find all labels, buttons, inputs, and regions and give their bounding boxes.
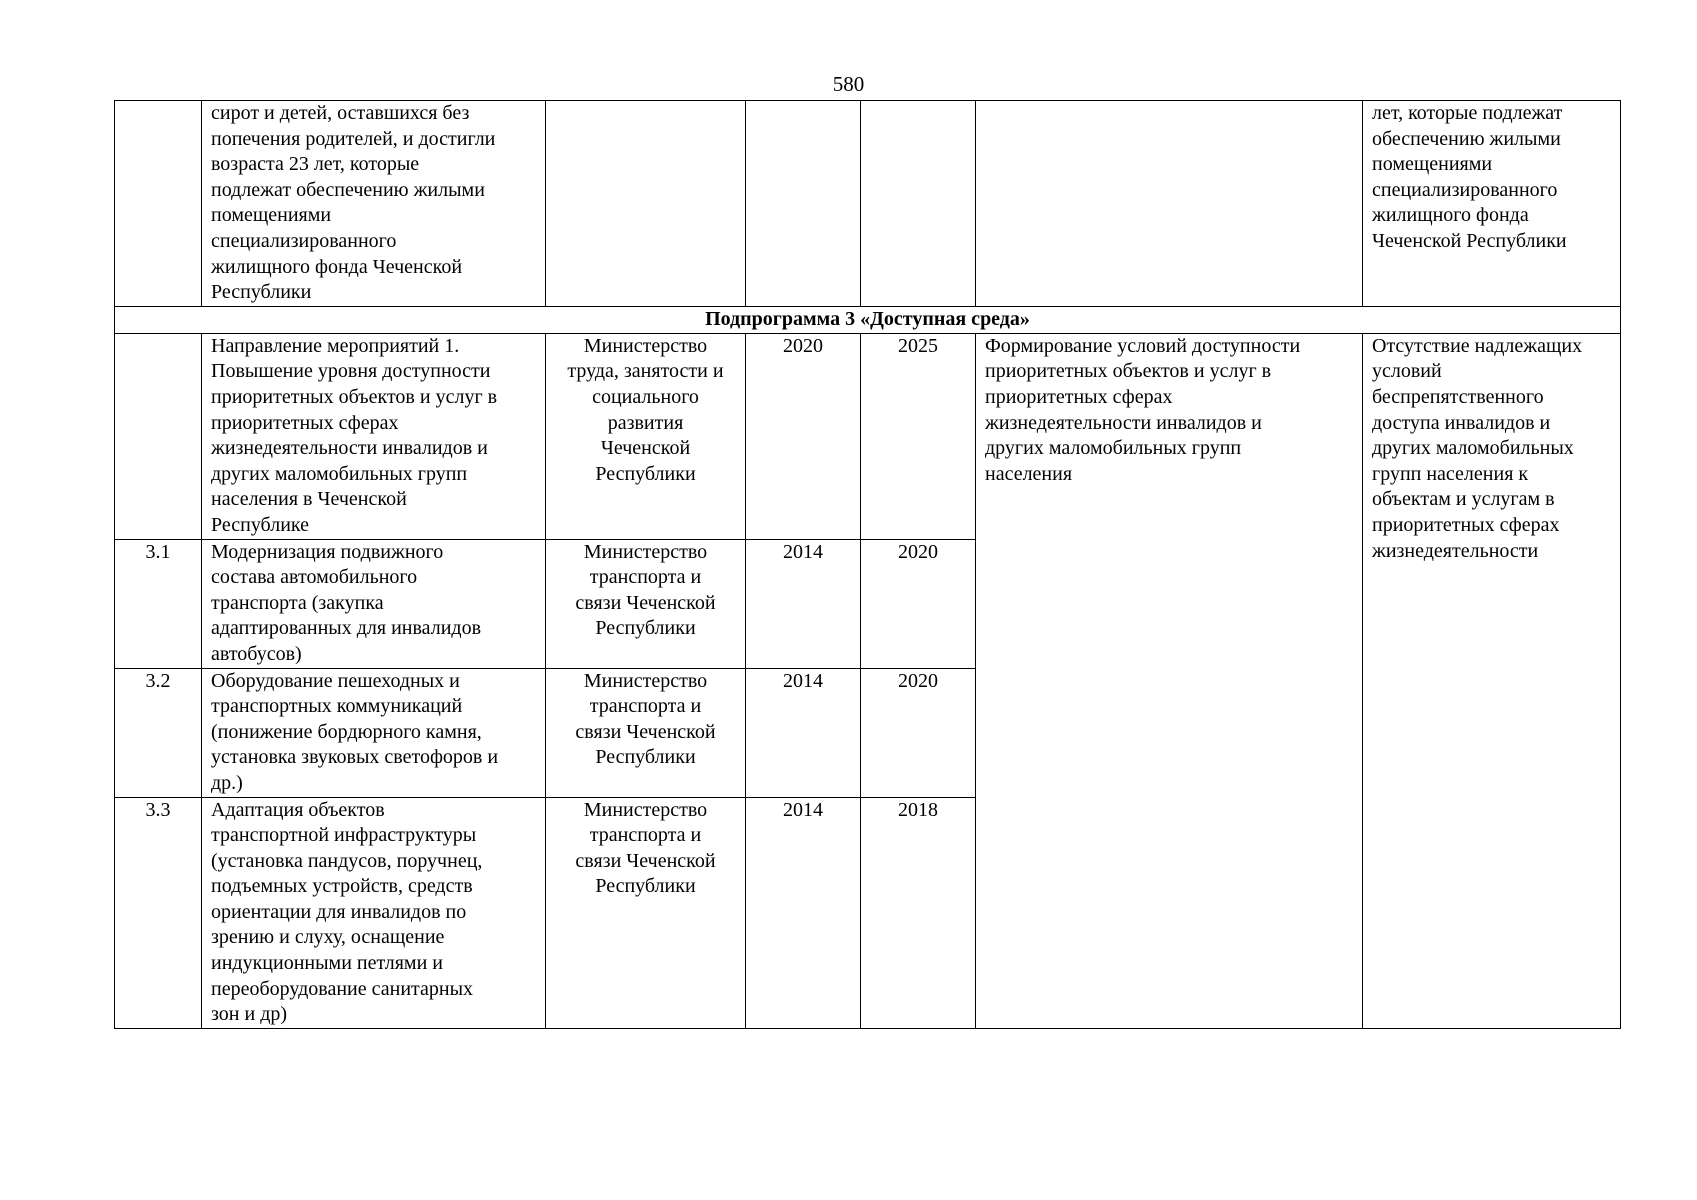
start-year-cell (746, 101, 861, 307)
event-name-cell: Модернизация подвижного состава автомобильного транспорта (закупка адаптированных для инвалидов автобусов) (202, 539, 546, 668)
direction-row (115, 333, 1621, 539)
problem-cell: лет, которые подлежат обеспечению жилыми помещениями специализированного жилищного фонда Чеченской Республики (1363, 101, 1621, 307)
executor-cell: Министерство транспорта и связи Чеченской Республики (546, 668, 746, 797)
end-year-cell: 2020 (861, 668, 976, 797)
end-year-cell (861, 101, 976, 307)
event-name-cell: Адаптация объектов транспортной инфраструктуры (установка пандусов, поручнец, подъемных устройств, средств ориентации для инвалидов по зрению и слуху, оснащение индукционными петлями и переоборудование санитарных зон и др) (202, 797, 546, 1028)
event-name-cell: Оборудование пешеходных и транспортных коммуникаций (понижение бордюрного камня, установка звуковых светофоров и др.) (202, 668, 546, 797)
end-year-cell: 2020 (861, 539, 976, 668)
result-cell (976, 101, 1363, 307)
end-year-cell: 2025 (861, 333, 976, 539)
start-year-cell: 2020 (746, 333, 861, 539)
executor-cell: Министерство транспорта и связи Чеченской Республики (546, 539, 746, 668)
subprogram-title: Подпрограмма 3 «Доступная среда» (115, 306, 1621, 333)
row-number-cell (115, 101, 202, 307)
result-cell: Формирование условий доступности приоритетных объектов и услуг в приоритетных сферах жизнедеятельности инвалидов и других маломобильных групп населения (976, 333, 1363, 1028)
event-name-cell: Направление мероприятий 1. Повышение уровня доступности приоритетных объектов и услуг в приоритетных сферах жизнедеятельности инвалидов и других маломобильных групп населения в Чеченской Республике (202, 333, 546, 539)
start-year-cell: 2014 (746, 668, 861, 797)
page-number: 580 (832, 72, 865, 96)
problem-cell: Отсутствие надлежащих условий беспрепятственного доступа инвалидов и других маломобильных групп населения к объектам и услугам в приоритетных сферах жизнедеятельности (1363, 333, 1621, 1028)
row-number-cell: 3.3 (115, 797, 202, 1028)
continuation-row (115, 101, 1621, 307)
row-number-cell (115, 333, 202, 539)
program-table (114, 100, 1621, 1029)
start-year-cell: 2014 (746, 797, 861, 1028)
start-year-cell: 2014 (746, 539, 861, 668)
executor-cell: Министерство труда, занятости и социального развития Чеченской Республики (546, 333, 746, 539)
row-number-cell: 3.1 (115, 539, 202, 668)
end-year-cell: 2018 (861, 797, 976, 1028)
row-number-cell: 3.2 (115, 668, 202, 797)
executor-cell (546, 101, 746, 307)
subprogram-header-row (115, 306, 1621, 333)
event-name-cell: сирот и детей, оставшихся без попечения родителей, и достигли возраста 23 лет, которые подлежат обеспечению жилыми помещениями специализированного жилищного фонда Чеченской Республики (202, 101, 546, 307)
executor-cell: Министерство транспорта и связи Чеченской Республики (546, 797, 746, 1028)
